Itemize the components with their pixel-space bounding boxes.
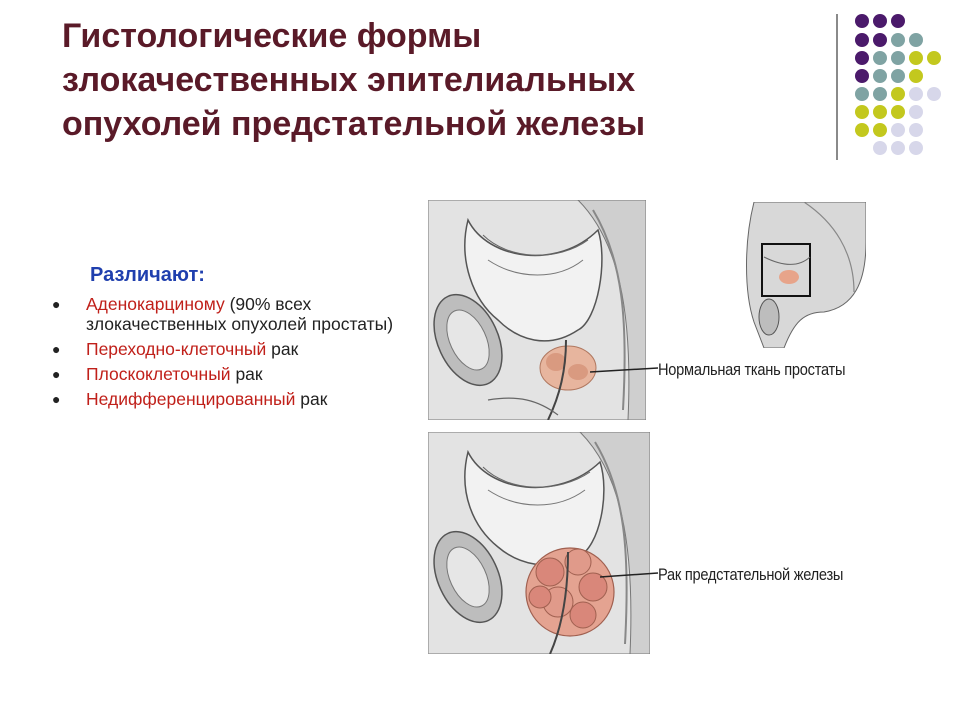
decor-dot [927, 51, 941, 65]
item-highlight: Недифференцированный [86, 389, 296, 409]
decor-dot [873, 123, 887, 137]
decor-dot [873, 69, 887, 83]
decor-dot [855, 33, 869, 47]
decor-dot [909, 69, 923, 83]
illustration-anatomy-overview [744, 202, 866, 348]
decor-dot [909, 87, 923, 101]
title-line-3: опухолей предстательной железы [62, 105, 646, 143]
label-prostate-cancer: Рак предстательной железы [658, 565, 844, 584]
decor-dot [873, 87, 887, 101]
decor-dot [891, 14, 905, 28]
decor-dot [891, 123, 905, 137]
label-normal-tissue: Нормальная ткань простаты [658, 360, 846, 379]
decor-dot [873, 33, 887, 47]
decor-dot [891, 87, 905, 101]
decor-dot [873, 141, 887, 155]
decor-dot [891, 69, 905, 83]
decor-dot [873, 105, 887, 119]
slide-content [50, 262, 410, 414]
label-pointer-line [590, 360, 660, 380]
item-highlight: Переходно-клеточный [86, 339, 267, 359]
list-item [50, 364, 410, 384]
decor-dot [891, 51, 905, 65]
item-text: (90% всех злокачественных опухолей простаты) [86, 294, 394, 334]
list-item [50, 389, 410, 409]
list-item [50, 339, 410, 359]
decor-dot [927, 87, 941, 101]
decor-dot [909, 123, 923, 137]
decor-dot [891, 33, 905, 47]
decor-dot [891, 141, 905, 155]
decor-dot [909, 33, 923, 47]
item-text: рак [266, 339, 299, 359]
illustration-prostate-cancer [428, 432, 650, 654]
tumor-form-list [50, 294, 410, 409]
decor-dot [855, 14, 869, 28]
intro-heading: Различают: [90, 264, 205, 286]
decor-dot [909, 51, 923, 65]
item-text: рак [295, 389, 328, 409]
bullet-icon: ● [52, 366, 61, 382]
decor-dot [855, 105, 869, 119]
item-highlight: Плоскоклеточный [86, 364, 231, 384]
decor-dot [891, 105, 905, 119]
list-item [50, 294, 410, 334]
bullet-icon: ● [52, 341, 61, 357]
bullet-icon: ● [52, 391, 61, 407]
bullet-icon: ● [52, 296, 61, 312]
item-text: рак [230, 364, 263, 384]
decor-dot [873, 14, 887, 28]
title-line-1: Гистологические формы [62, 17, 482, 55]
decor-dot [909, 141, 923, 155]
decorative-divider [836, 14, 838, 160]
title-line-2: злокачественных эпителиальных [62, 61, 636, 99]
illustration-normal-prostate [428, 200, 646, 420]
label-pointer-line [600, 565, 660, 585]
decor-dot [855, 123, 869, 137]
decor-dot [855, 69, 869, 83]
slide-title [62, 14, 782, 146]
decor-dot [873, 51, 887, 65]
decor-dot [909, 105, 923, 119]
decor-dot [855, 87, 869, 101]
decor-dot [855, 51, 869, 65]
item-highlight: Аденокарциному [86, 294, 225, 314]
